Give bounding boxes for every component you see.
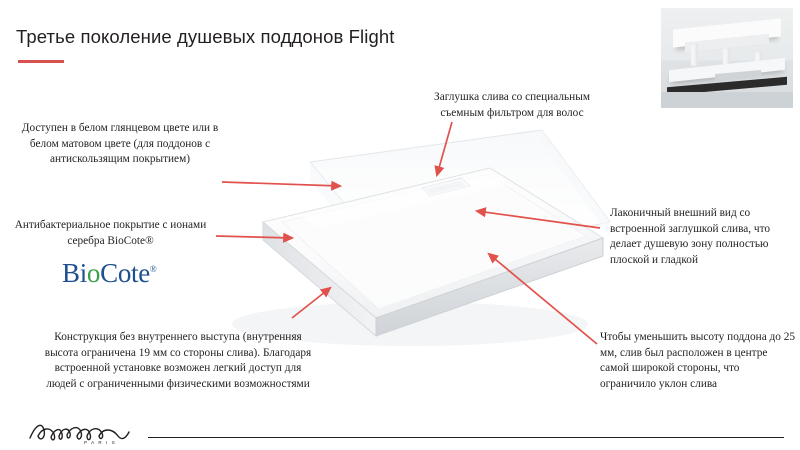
biocote-logo-part1: Bi — [62, 258, 87, 288]
biocote-logo — [62, 258, 188, 292]
signature-subtitle: P A R I S — [84, 440, 117, 445]
title-underline-rule — [18, 60, 64, 63]
page-title: Третье поколение душевых поддонов Flight — [16, 26, 395, 47]
callout-antibacterial: Антибактериальное покрытие с ионами серебра BioCote® — [14, 219, 207, 247]
callout-drain-cap: Заглушка слива со специальным съемным фильтром для волос — [434, 91, 590, 119]
photo-leg — [691, 44, 698, 66]
biocote-registered-mark: ® — [149, 264, 157, 274]
photo-floor — [661, 92, 793, 108]
brand-signature — [26, 418, 134, 446]
product-photo — [661, 8, 793, 108]
callout-construction: Конструкция без внутреннего выступа (внутренняя высота ограничена 19 мм со стороны слива). Благодаря встроенной установке возможен легкий доступ для людей с ограниченными физическими возможностями — [44, 331, 312, 390]
biocote-logo-part2: o — [86, 258, 101, 288]
footer-rule — [148, 437, 784, 438]
callout-low-height: Чтобы уменьшить высоту поддона до 25 мм, слив был расположен в центре самой широкой стороны, что ограничило уклон слива — [600, 331, 796, 390]
biocote-logo-part3: Cote — [100, 258, 150, 288]
callout-white-finish: Доступен в белом глянцевом цвете или в белом матовом цвете (для поддонов с антискользящим покрытием) — [21, 122, 219, 165]
callout-laconic-look: Лаконичный внешний вид со встроенной заглушкой слива, что делает душевую зону полностью плоской и гладкой — [610, 207, 771, 266]
